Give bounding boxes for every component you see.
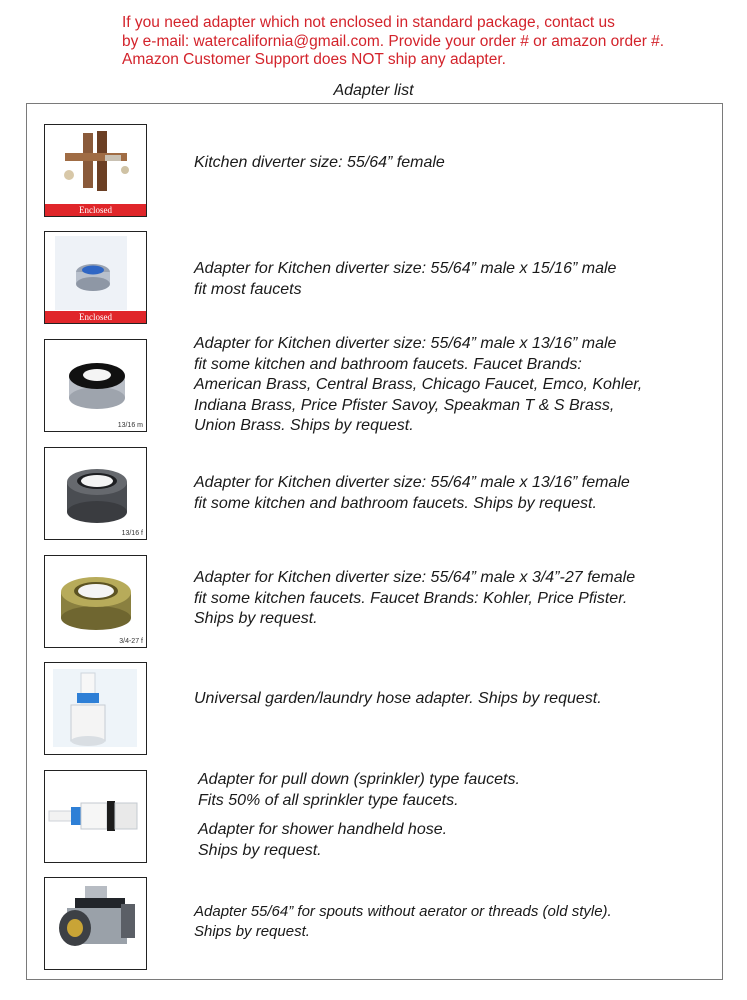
adapter-description xyxy=(194,153,724,174)
notice-line: Amazon Customer Support does NOT ship any adapter. xyxy=(122,51,506,68)
enclosed-badge: Enclosed xyxy=(45,204,146,216)
description-line: Adapter for Kitchen diverter size: 55/64” male x 15/16” male xyxy=(194,260,617,277)
adapter-description xyxy=(194,568,724,630)
description-line: Kitchen diverter size: 55/64” female xyxy=(194,154,445,171)
adapter-description xyxy=(194,259,724,300)
description-line: Adapter for Kitchen diverter size: 55/64” male x 13/16” male xyxy=(194,335,617,352)
description-line: fit some kitchen and bathroom faucets. Faucet Brands: xyxy=(194,355,582,373)
description-line: Fits 50% of all sprinkler type faucets. xyxy=(198,791,459,809)
notice-line: If you need adapter which not enclosed in standard package, contact us xyxy=(122,14,615,31)
adapter-description xyxy=(194,689,724,710)
knurled-chrome-adapter-photo xyxy=(44,447,147,540)
description-line: American Brass, Central Brass, Chicago Faucet, Emco, Kohler, xyxy=(194,376,643,393)
black-ring-adapter-photo xyxy=(44,339,147,432)
aerator-adapter-photo xyxy=(44,231,147,324)
brass-adapter-photo xyxy=(44,555,147,648)
size-label: 13/16 m xyxy=(117,422,143,429)
notice-line: by e-mail: watercalifornia@gmail.com. Provide your order # or amazon order #. xyxy=(122,32,665,50)
description-line: Adapter for pull down (sprinkler) type faucets. xyxy=(198,771,520,788)
size-label: 13/16 f xyxy=(121,530,143,537)
sprinkler-adapter-photo xyxy=(44,770,147,863)
description-line: Indiana Brass, Price Pfister Savoy, Speakman T & S Brass, xyxy=(194,396,615,414)
description-line: Ships by request. xyxy=(194,923,310,940)
adapter-description-secondary xyxy=(198,820,728,861)
adapter-list-title: Adapter list xyxy=(333,82,414,99)
adapter-description xyxy=(198,770,728,811)
description-line: Union Brass. Ships by request. xyxy=(194,417,414,434)
description-line: fit some kitchen faucets. Faucet Brands: Kohler, Price Pfister. xyxy=(194,589,628,607)
spout-clamp-adapter-photo xyxy=(44,877,147,970)
adapter-description xyxy=(194,902,724,942)
adapter-description xyxy=(194,473,724,514)
description-line: Adapter 55/64” for spouts without aerator or threads (old style). xyxy=(194,903,612,920)
kitchen-diverter-photo xyxy=(44,124,147,217)
contact-notice xyxy=(122,14,737,70)
description-line: Adapter for shower handheld hose. xyxy=(198,821,448,838)
description-line: Adapter for Kitchen diverter size: 55/64” male x 13/16” female xyxy=(194,474,630,491)
description-line: fit most faucets xyxy=(194,280,302,298)
enclosed-badge: Enclosed xyxy=(45,311,146,323)
description-line: Adapter for Kitchen diverter size: 55/64” male x 3/4”-27 female xyxy=(194,569,636,586)
description-line: fit some kitchen and bathroom faucets. Ships by request. xyxy=(194,494,597,512)
description-line: Ships by request. xyxy=(198,841,322,859)
size-label: 3/4-27 f xyxy=(119,638,143,645)
description-line: Universal garden/laundry hose adapter. Ships by request. xyxy=(194,690,602,707)
garden-hose-adapter-photo xyxy=(44,662,147,755)
description-line: Ships by request. xyxy=(194,610,318,627)
adapter-description xyxy=(194,334,724,437)
